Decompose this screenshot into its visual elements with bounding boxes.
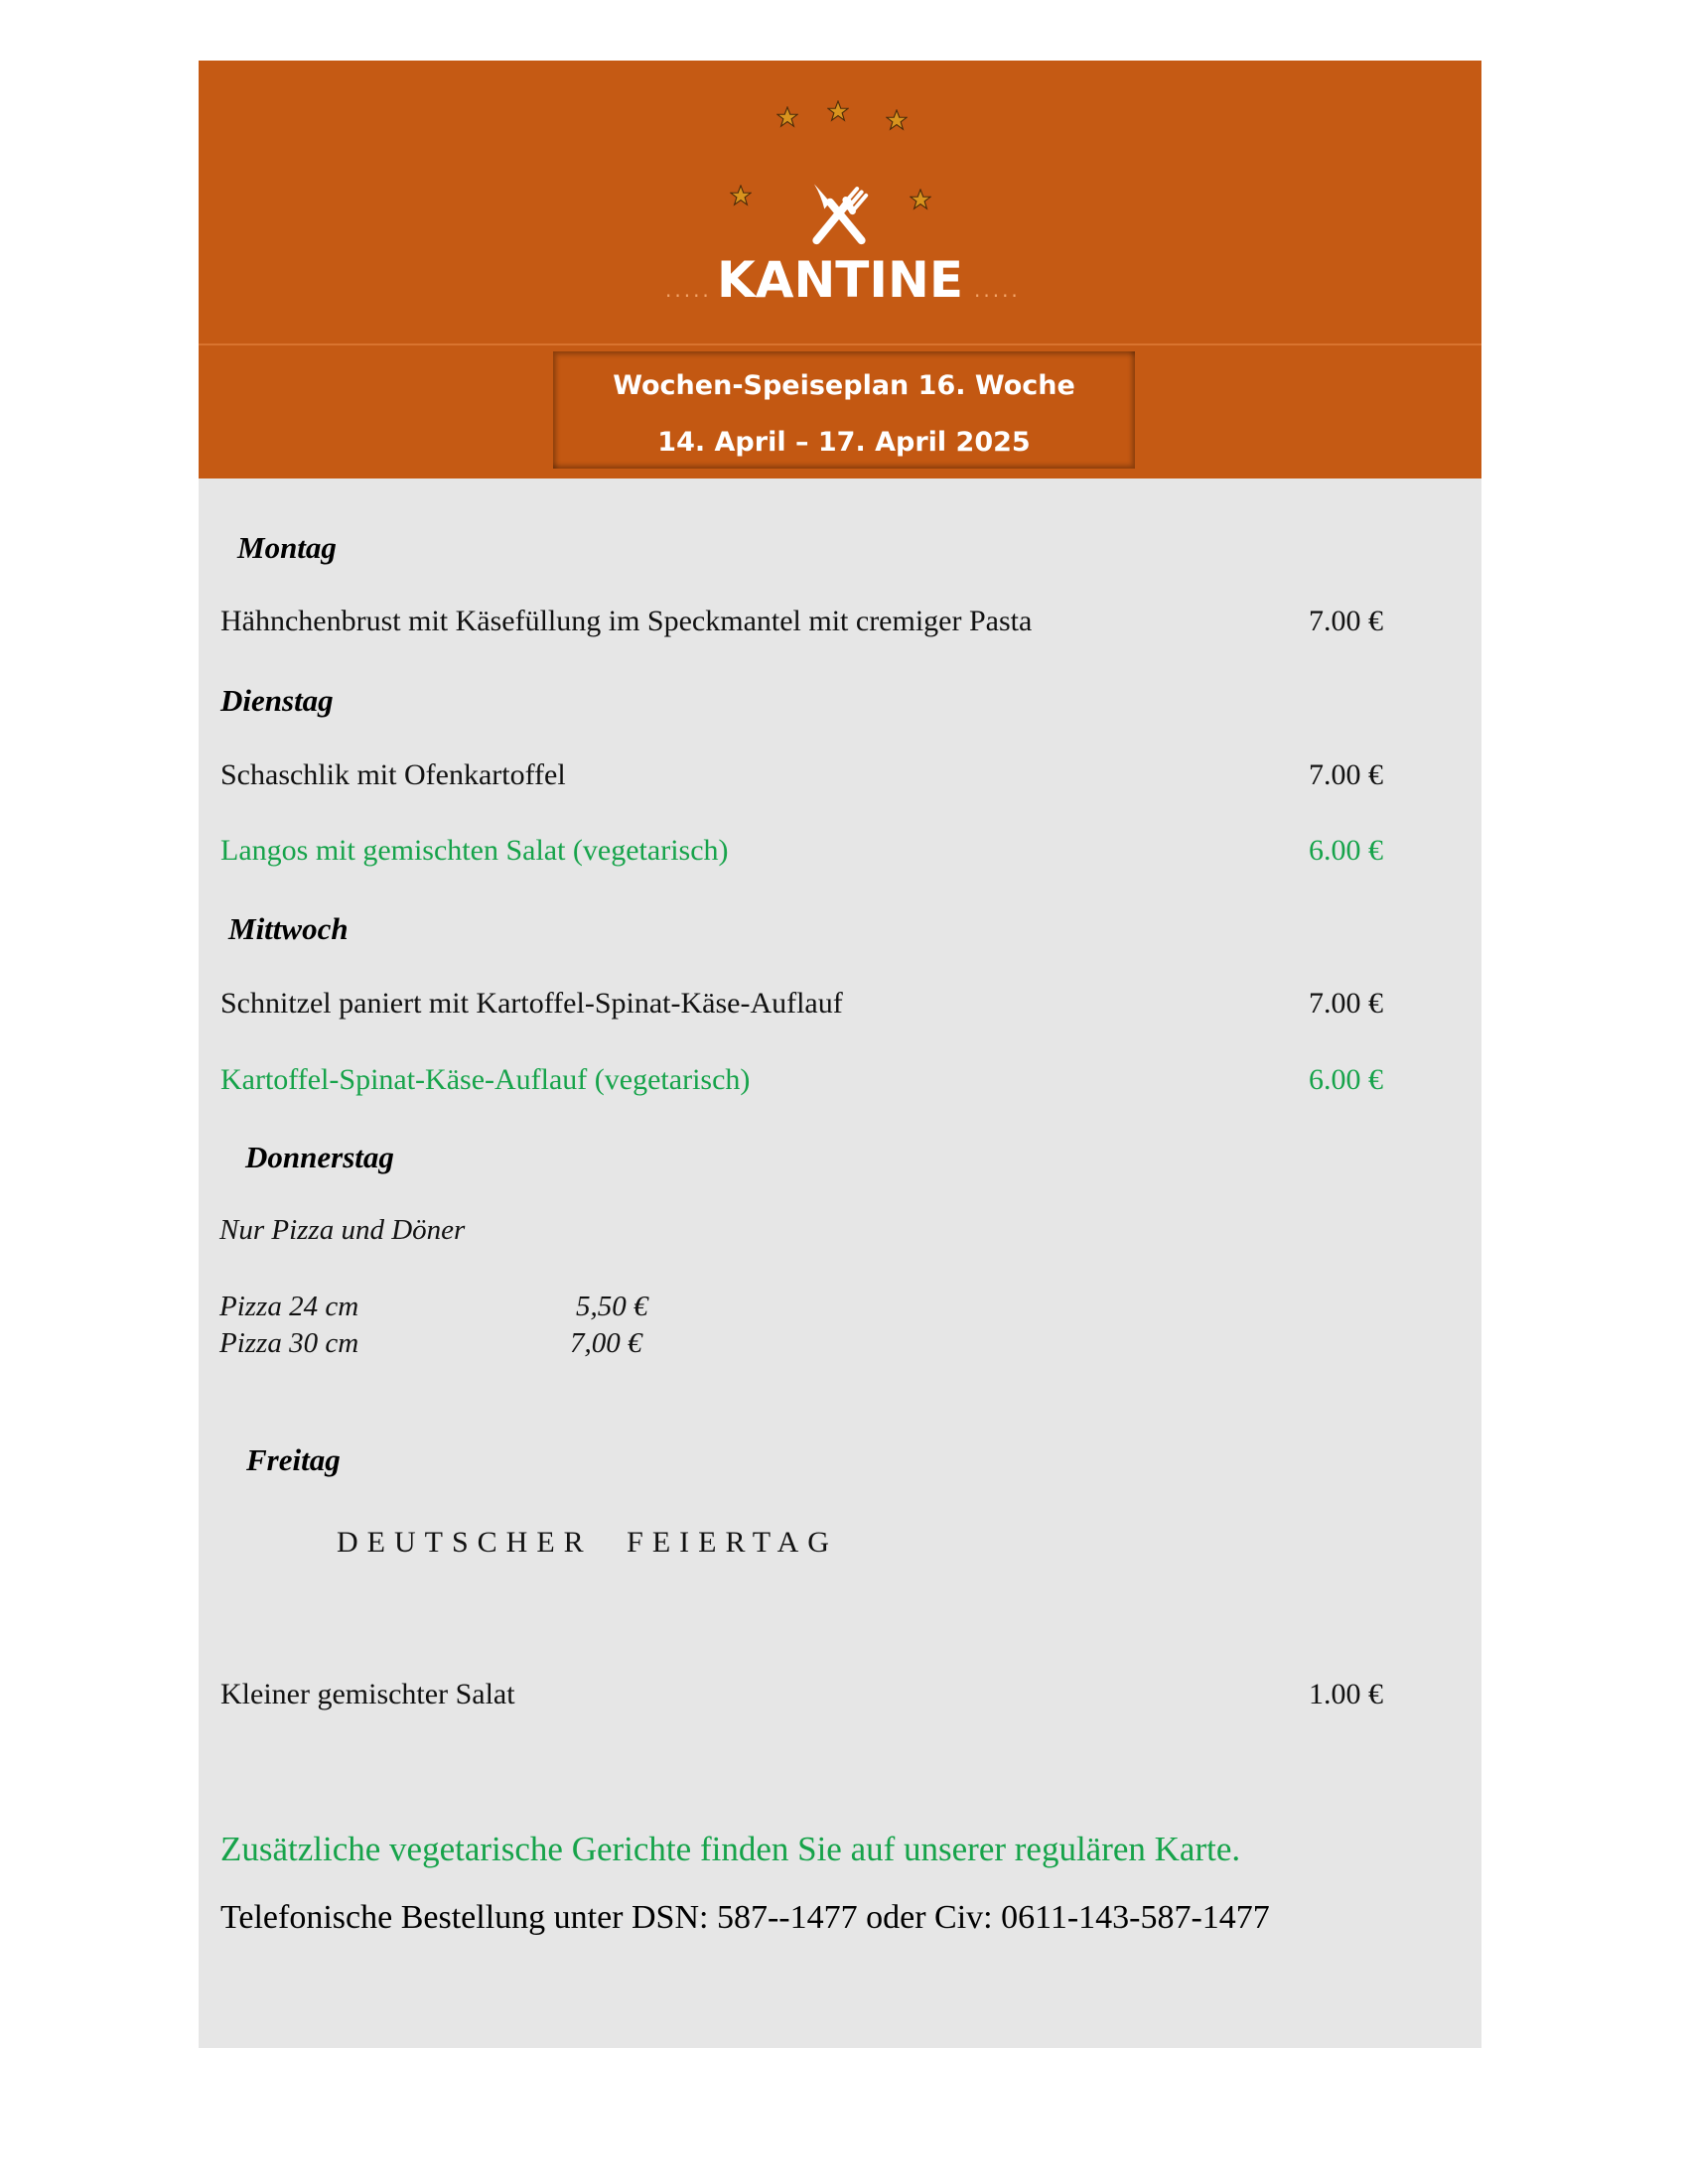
price-dienstag-1: 7.00 € — [1309, 758, 1383, 791]
pizza-24-label: Pizza 24 cm — [219, 1291, 359, 1322]
star-icon — [910, 189, 931, 210]
week-title-box — [553, 351, 1135, 469]
star-icon — [730, 185, 752, 206]
price-mittwoch-2: 6.00 € — [1309, 1063, 1383, 1096]
decor-dots-left: ····· — [665, 284, 712, 308]
day-heading-freitag: Freitag — [246, 1442, 341, 1477]
dish-dienstag-1: Schaschlik mit Ofenkartoffel — [220, 758, 566, 791]
price-side-salad: 1.00 € — [1309, 1678, 1383, 1710]
star-icon — [886, 109, 908, 131]
day-heading-mittwoch: Mittwoch — [228, 911, 349, 946]
pizza-30-label: Pizza 30 cm — [219, 1327, 359, 1359]
holiday-notice: DEUTSCHER FEIERTAG — [337, 1526, 838, 1559]
day-heading-dienstag: Dienstag — [220, 683, 334, 718]
order-phone-note: Telefonische Bestellung unter DSN: 587--1477 oder Civ: 0611-143-587-1477 — [220, 1899, 1270, 1936]
pizza-24-price: 5,50 € — [576, 1291, 648, 1322]
day-heading-montag: Montag — [237, 530, 337, 565]
dish-mittwoch-1: Schnitzel paniert mit Kartoffel-Spinat-Käse-Auflauf — [220, 987, 843, 1020]
header-banner — [199, 61, 1481, 478]
vegetarian-note: Zusätzliche vegetarische Gerichte finden Sie auf unserer regulären Karte. — [220, 1830, 1241, 1868]
price-dienstag-2: 6.00 € — [1309, 834, 1383, 867]
dish-mittwoch-2-vegetarian: Kartoffel-Spinat-Käse-Auflauf (vegetarisch) — [220, 1063, 751, 1096]
pizza-30-price: 7,00 € — [570, 1327, 642, 1359]
dish-side-salad: Kleiner gemischter Salat — [220, 1678, 515, 1710]
plan-title: Wochen-Speiseplan 16. Woche — [613, 370, 1075, 401]
header-divider — [199, 343, 1481, 345]
dish-dienstag-2-vegetarian: Langos mit gemischten Salat (vegetarisch) — [220, 834, 729, 867]
date-range: 14. April – 17. April 2025 — [657, 427, 1031, 458]
menu-page — [199, 61, 1481, 2048]
day-heading-donnerstag: Donnerstag — [245, 1140, 394, 1174]
decor-dots-right: ····· — [974, 284, 1021, 308]
star-icon — [827, 100, 849, 122]
fork-knife-icon — [805, 180, 873, 247]
price-montag-1: 7.00 € — [1309, 605, 1383, 637]
price-mittwoch-1: 7.00 € — [1309, 987, 1383, 1020]
donnerstag-note: Nur Pizza und Döner — [219, 1214, 466, 1246]
dish-montag-1: Hähnchenbrust mit Käsefüllung im Speckmantel mit cremiger Pasta — [220, 605, 1033, 637]
star-icon — [776, 106, 798, 128]
header-title: KANTINE — [717, 251, 963, 309]
